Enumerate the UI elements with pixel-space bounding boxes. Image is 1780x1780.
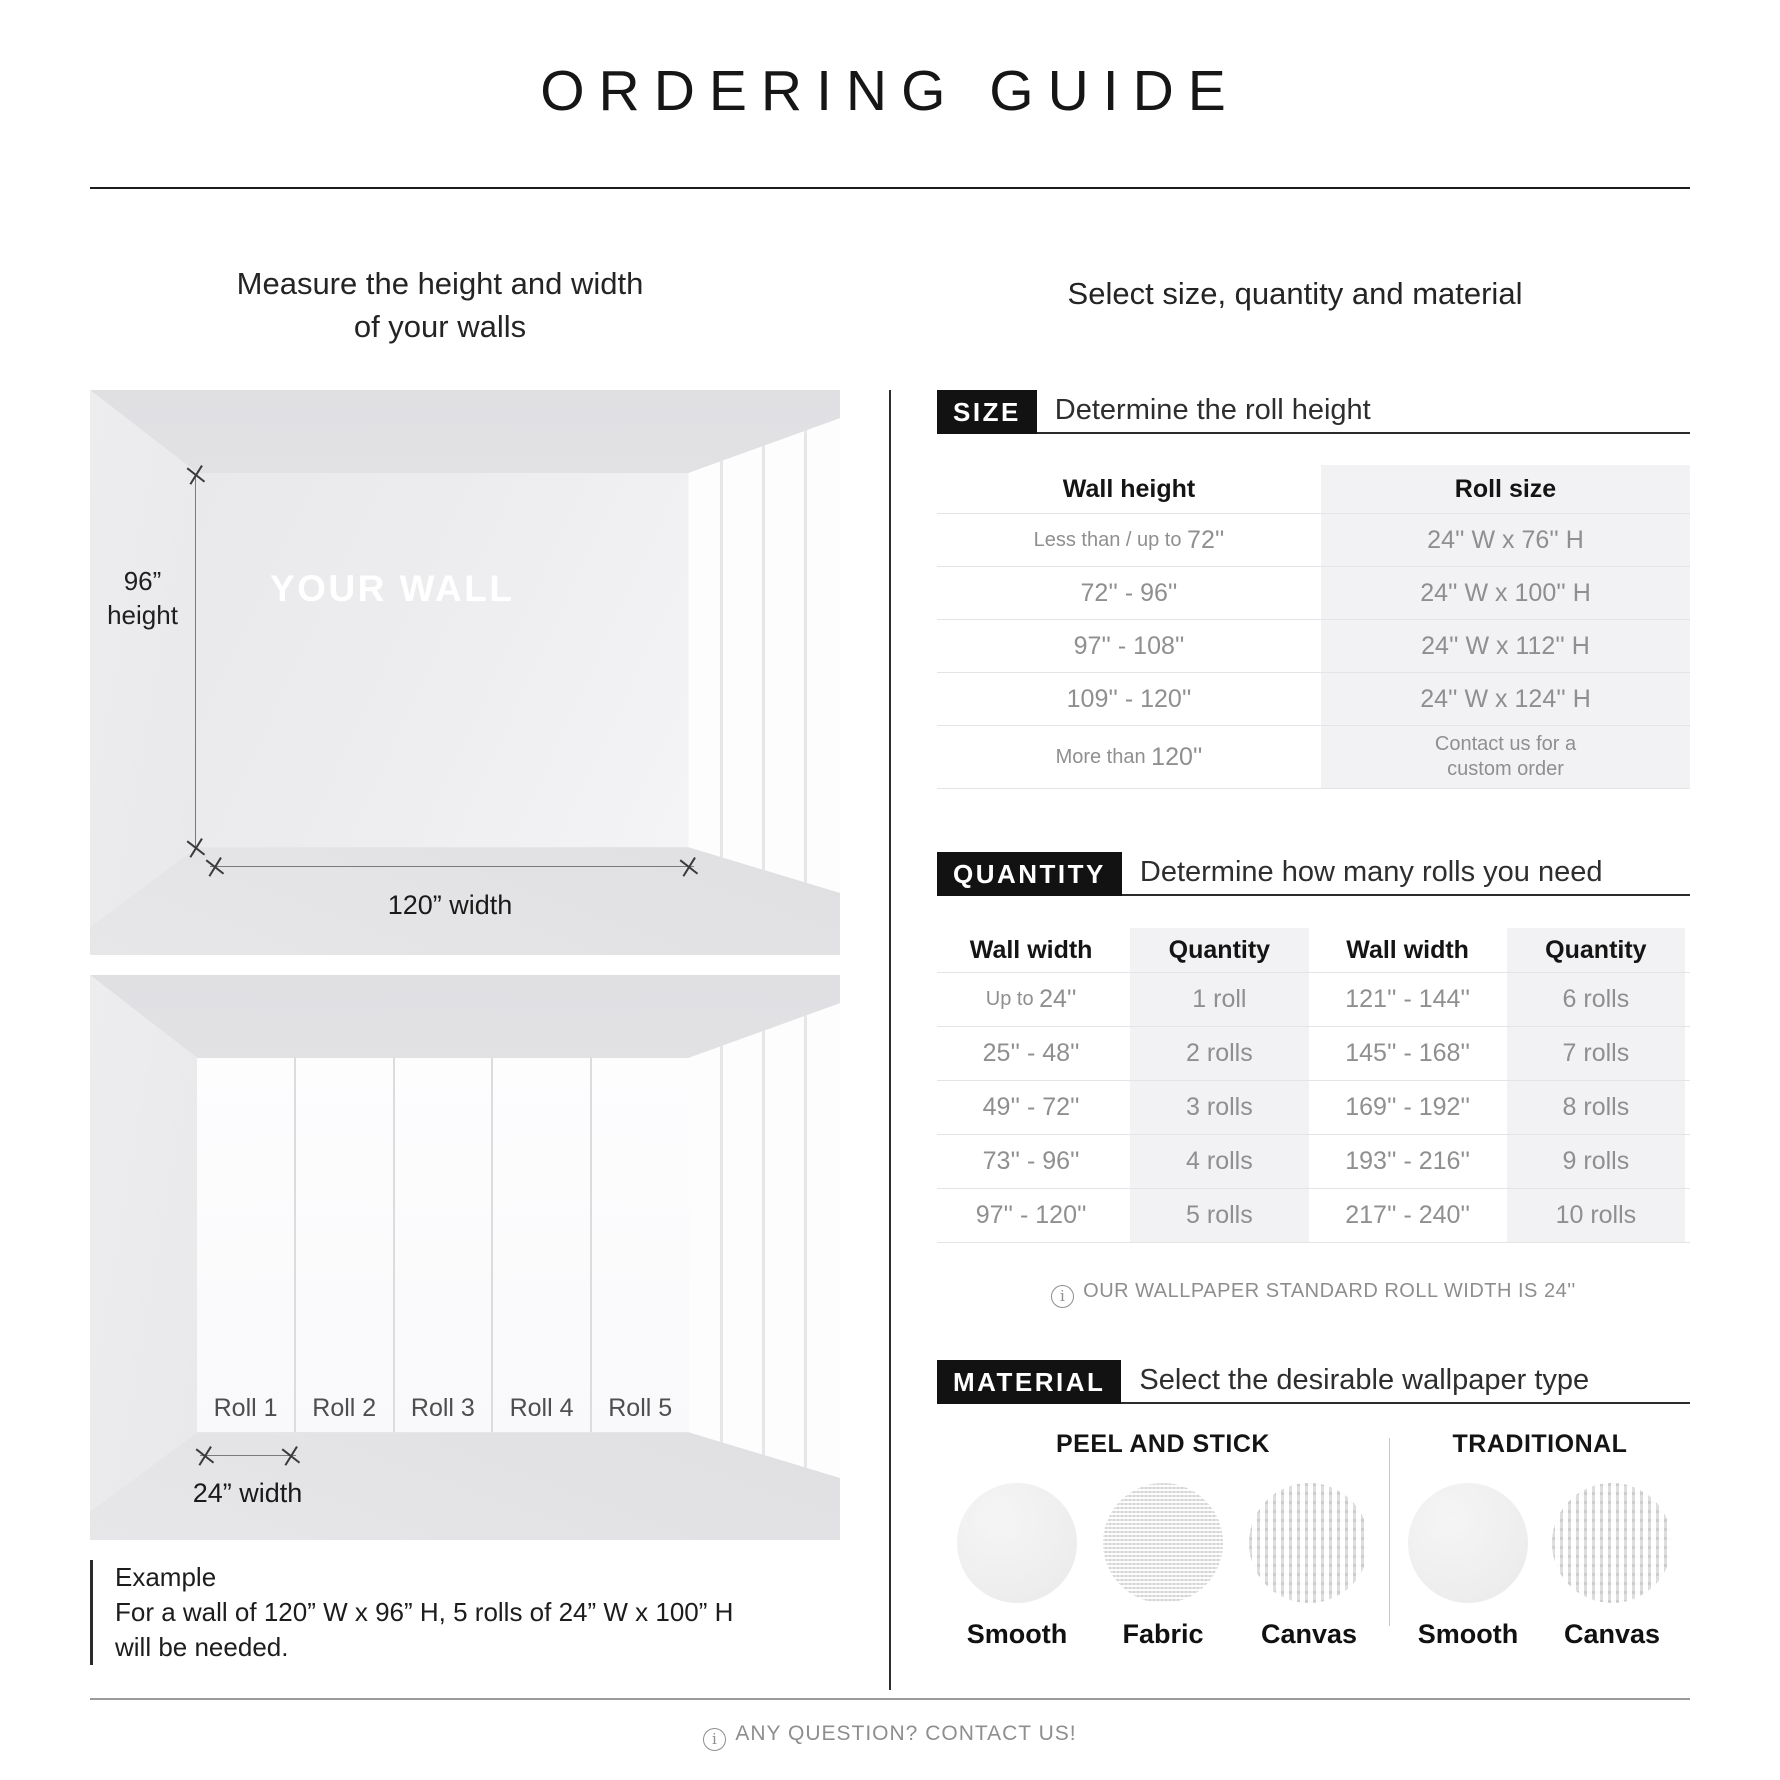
quantity-table [937,928,1690,1243]
size-section-title: Determine the roll height [1054,393,1371,426]
example-title: Example [115,1562,217,1592]
roll-panel: Roll 4 [491,1058,590,1432]
roll-panel: Roll 5 [590,1058,689,1432]
width-label: 120” width [387,890,513,921]
example-note [90,1560,815,1665]
table-row: 73'' - 96'' 4 rolls 193'' - 216'' 9 rolls [937,1135,1690,1189]
height-measure-line [195,475,196,848]
left-column-heading [90,262,790,349]
right-column-heading: Select size, quantity and material [1067,276,1523,311]
title-divider [90,187,1690,189]
height-label: 96” height [107,566,178,630]
traditional-group [1390,1430,1690,1650]
roll-width-label: 24” width [192,1477,303,1508]
material-swatch: Canvas [1546,1483,1678,1650]
peel-and-stick-group [937,1430,1389,1650]
example-line1: For a wall of 120” W x 96” H, 5 rolls of 24” W x 100” H [115,1597,734,1628]
roll-width-measure-line [200,1455,296,1456]
contact-note: i ANY QUESTION? CONTACT US! [0,1722,1780,1751]
roll-panel: Roll 2 [294,1058,393,1432]
quantity-table-header-row [937,928,1690,973]
table-row: 25'' - 48'' 2 rolls 145'' - 168'' 7 rolls [937,1027,1690,1081]
canvas-texture-icon [1249,1483,1369,1603]
table-row: 72'' - 96'' 24'' W x 100'' H [937,567,1690,620]
column-header: Wall width [969,935,1093,964]
size-table [937,465,1690,789]
measure-tick-icon [678,856,700,878]
group-title: TRADITIONAL [1452,1430,1628,1458]
material-swatch: Canvas [1243,1483,1375,1650]
size-table-header-row [937,465,1690,514]
table-row: 109'' - 120'' 24'' W x 124'' H [937,673,1690,726]
table-row: More than 120'' Contact us for a custom order [937,726,1690,789]
material-swatch: Smooth [1402,1483,1534,1650]
wallpaper-rolls [197,1058,688,1432]
measure-tick-icon [194,1445,216,1467]
roll-width-note: i OUR WALLPAPER STANDARD ROLL WIDTH IS 24'' [937,1280,1690,1308]
material-options [937,1430,1690,1650]
size-section-header [937,390,1690,434]
material-section-header [937,1360,1690,1404]
material-swatch: Smooth [951,1483,1083,1650]
column-header: Roll size [1454,474,1557,503]
smooth-texture-icon [957,1483,1077,1603]
table-row: 97'' - 120'' 5 rolls 217'' - 240'' 10 rolls [937,1189,1690,1243]
width-measure-line [210,866,694,867]
table-row: Up to 24'' 1 roll 121'' - 144'' 6 rolls [937,973,1690,1027]
example-line2: will be needed. [115,1632,289,1663]
roll-panel: Roll 3 [393,1058,492,1432]
column-header: Quantity [1545,935,1647,964]
table-row: Less than / up to 72'' 24'' W x 76'' H [937,514,1690,567]
group-title: PEEL AND STICK [1056,1430,1270,1458]
your-wall-label: YOUR WALL [270,567,515,609]
quantity-section-title: Determine how many rolls you need [1139,855,1603,888]
column-header: Quantity [1168,935,1271,964]
material-section-title: Select the desirable wallpaper type [1139,1363,1590,1396]
info-icon: i [1051,1285,1074,1308]
size-badge: SIZE [937,390,1037,434]
fabric-texture-icon [1103,1483,1223,1603]
wall-measure-diagram [90,390,840,955]
left-heading-line2: of your walls [353,309,527,345]
column-header: Wall width [1346,935,1469,964]
table-row: 49'' - 72'' 3 rolls 169'' - 192'' 8 rolls [937,1081,1690,1135]
table-row: 97'' - 108'' 24'' W x 112'' H [937,620,1690,673]
left-heading-line1: Measure the height and width [236,266,644,301]
measure-tick-icon [185,464,207,486]
material-swatch: Fabric [1097,1483,1229,1650]
column-header: Wall height [1062,474,1196,503]
column-divider [889,390,891,1690]
page-title: ORDERING GUIDE [540,59,1240,123]
roll-layout-diagram [90,975,840,1540]
smooth-texture-icon [1408,1483,1528,1603]
roll-panel: Roll 1 [197,1058,294,1432]
canvas-texture-icon [1552,1483,1672,1603]
footer-divider [90,1698,1690,1700]
quantity-badge: QUANTITY [937,852,1122,896]
measure-tick-icon [280,1445,302,1467]
quantity-section-header [937,852,1690,896]
material-badge: MATERIAL [937,1360,1121,1404]
info-icon: i [703,1728,726,1751]
measure-tick-icon [204,856,226,878]
